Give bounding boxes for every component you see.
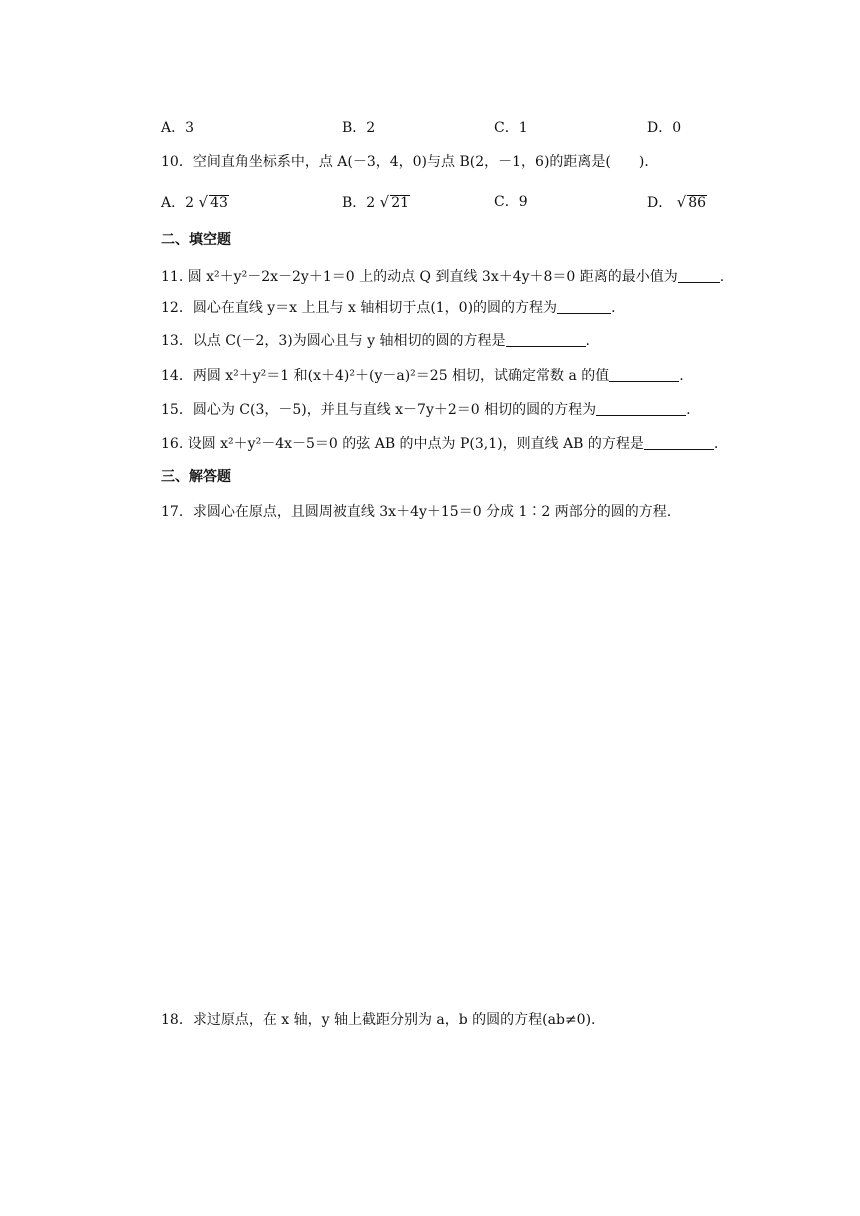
q10-option-b-coef: 2 [366, 195, 376, 211]
q16 [161, 434, 718, 454]
q16-text: 16. 设圆 x²＋y²－4x－5＝0 的弦 AB 的中点为 P(3,1)，则直线 AB 的方程是 [161, 436, 644, 452]
q15-text: 15．圆心为 C(3，－5)，并且与直线 x－7y＋2＝0 相切的圆的方程为 [161, 402, 597, 418]
q13-text: 13．以点 C(－2，3)为圆心且与 y 轴相切的圆的方程是 [161, 333, 506, 349]
q10-stem: 10．空间直角坐标系中，点 A(－3，4，0)与点 B(2，－1，6)的距离是( )． [161, 154, 659, 170]
section-heading-solutions: 三、解答题 [161, 469, 231, 485]
q10-option-a-coef: 2 [185, 195, 195, 211]
q9-option-d: D．0 [647, 120, 682, 136]
q10-options [161, 192, 721, 212]
answer-blank[interactable] [596, 401, 686, 416]
q10-option-a-radicand: 43 [210, 195, 228, 211]
q13-end: . [585, 333, 590, 349]
q10-option-a-label: A． [161, 195, 186, 211]
q18-stem: 18．求过原点，在 x 轴，y 轴上截距分别为 a，b 的圆的方程(ab≠0). [161, 1012, 596, 1028]
q10-option-b-radicand: 21 [391, 195, 410, 211]
q14 [161, 366, 684, 386]
answer-blank[interactable] [506, 332, 586, 347]
q13 [161, 331, 590, 351]
q9-option-b: B．2 [342, 120, 376, 136]
answer-blank[interactable] [609, 367, 679, 382]
q10-option-b-label: B． [342, 195, 367, 211]
q14-end: . [679, 368, 684, 384]
q11 [161, 267, 724, 287]
q10-option-d [647, 192, 707, 213]
radical-icon: √ [198, 193, 209, 211]
radical-icon: √ [379, 193, 390, 211]
q10-option-c: C．9 [494, 194, 528, 210]
q12-text: 12．圆心在直线 y＝x 上且与 x 轴相切于点(1，0)的圆的方程为 [161, 300, 558, 316]
answer-blank[interactable] [678, 268, 720, 283]
answer-blank[interactable] [557, 299, 611, 314]
q14-text: 14．两圆 x²＋y²＝1 和(x＋4)²＋(y－a)²＝25 相切，试确定常数 a 的值 [161, 368, 610, 384]
q11-text: 11. 圆 x²＋y²－2x－2y＋1＝0 上的动点 Q 到直线 3x＋4y＋8＝0 距离的最小值为 [161, 269, 678, 285]
q16-end: . [713, 436, 719, 452]
q9-options [161, 118, 721, 138]
q10-option-b [342, 192, 410, 213]
q10-option-d-label: D． [647, 195, 673, 211]
q10-option-d-radicand: 86 [688, 195, 707, 211]
radical-icon: √ [676, 193, 687, 211]
q10-option-a [161, 192, 229, 213]
q12-end: . [611, 300, 616, 316]
q15-end: . [686, 402, 691, 418]
q17-stem: 17．求圆心在原点，且圆周被直线 3x＋4y＋15＝0 分成 1∶2 两部分的圆的方程. [161, 504, 672, 520]
answer-blank[interactable] [644, 435, 714, 450]
section-heading-fill-in: 二、填空题 [161, 232, 231, 248]
q11-end: . [719, 269, 725, 285]
q15 [161, 400, 691, 420]
q12 [161, 298, 616, 318]
q9-option-c: C．1 [494, 120, 528, 136]
q9-option-a: A．3 [161, 120, 195, 136]
